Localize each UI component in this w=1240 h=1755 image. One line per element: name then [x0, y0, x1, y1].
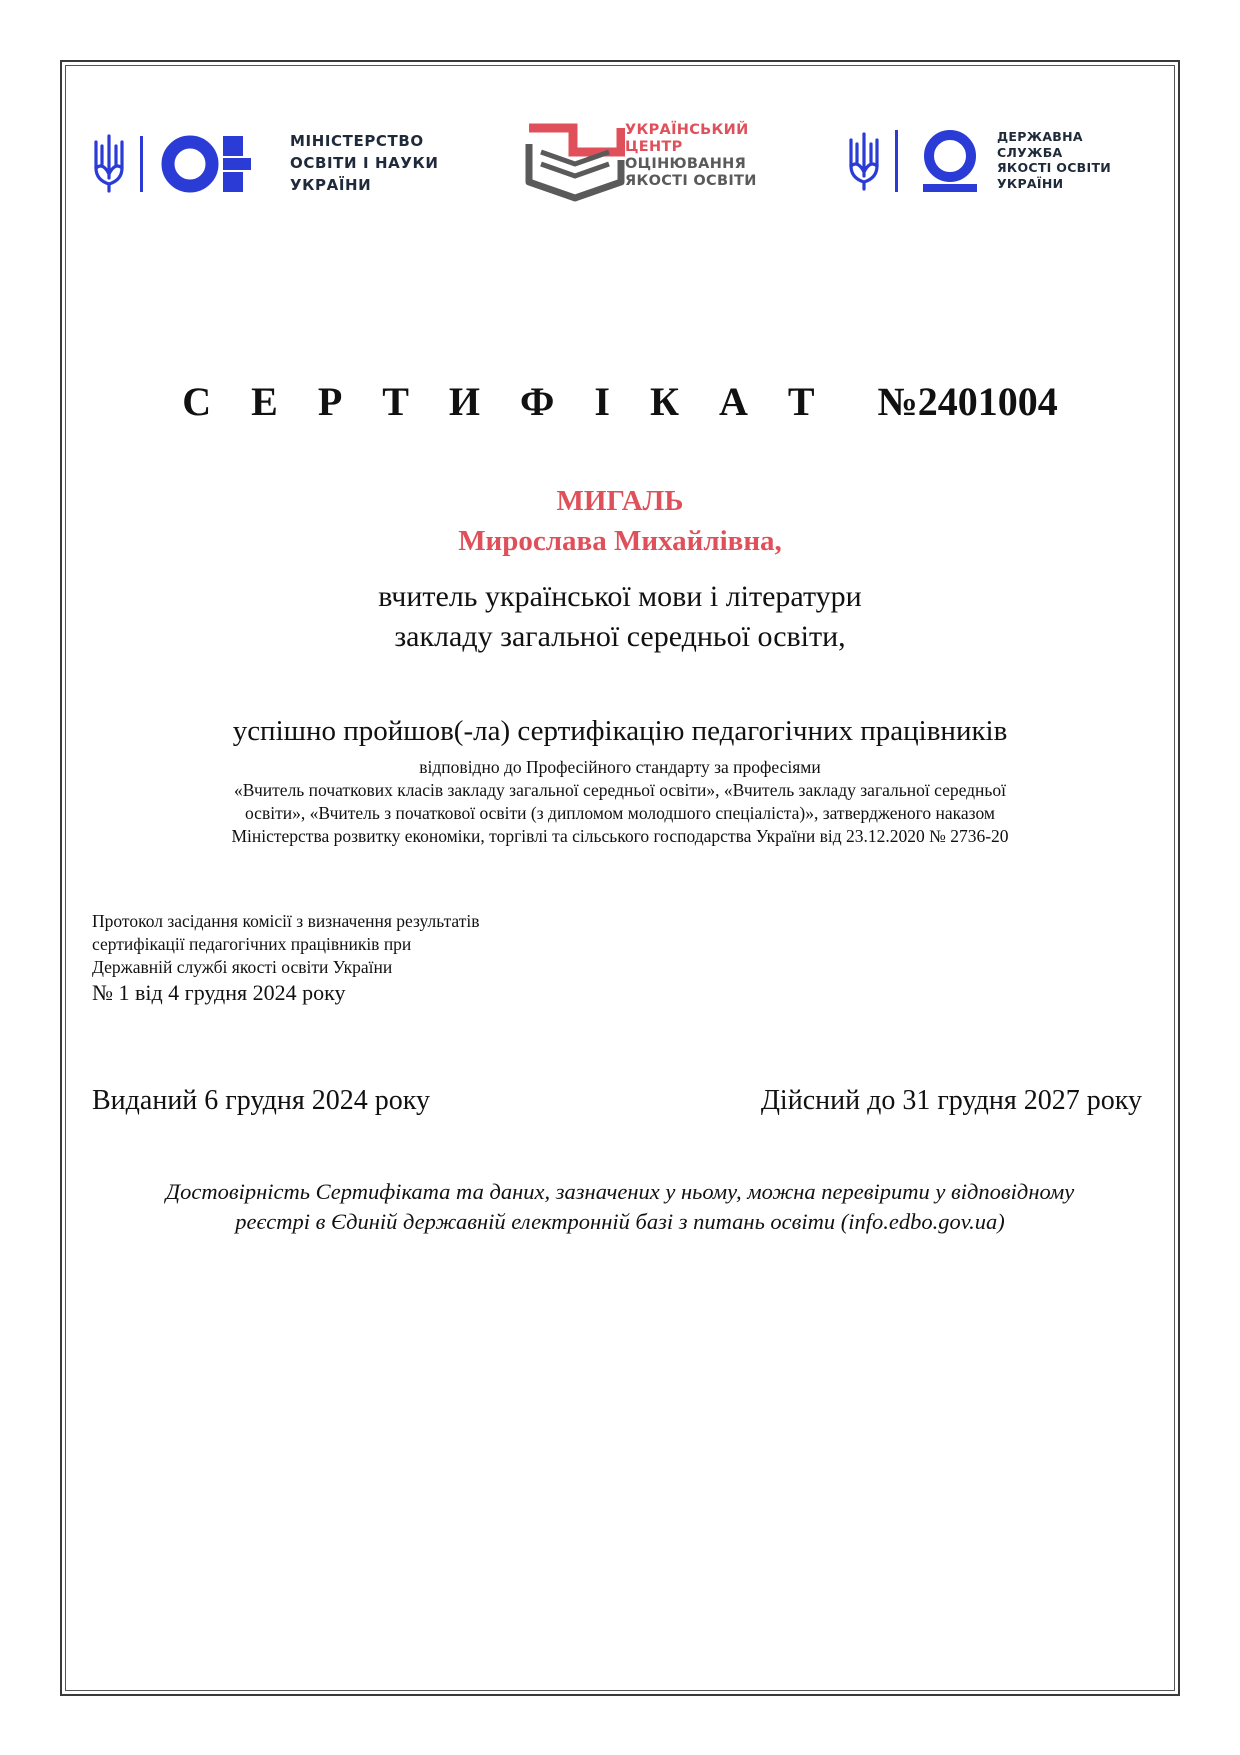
standard-line: освіти», «Вчитель з початкової освіти (з дипломом молодшого спеціаліста)», затвердженого наказом: [245, 803, 995, 823]
holder-position: вчитель української мови і літератури: [378, 580, 862, 613]
ministry-emblem-icon: [90, 128, 270, 198]
state-service-logo-line: УКРАЇНИ: [997, 175, 1064, 191]
verification-line: реєстрі в Єдиній державній електронній базі з питань освіти (info.edbo.gov.ua): [235, 1209, 1005, 1234]
ucoyo-logo-text: [625, 122, 757, 190]
ucoyo-logo-line: ЯКОСТІ ОСВІТИ: [625, 173, 757, 189]
certificate-title-word: С Е Р Т И Ф І К А Т: [182, 379, 830, 424]
state-service-logo-line: СЛУЖБА: [997, 144, 1063, 160]
protocol-block: [92, 910, 692, 1007]
ministry-logo: [90, 128, 450, 198]
open-book-icon: [525, 122, 625, 202]
state-service-emblem-icon: [845, 126, 990, 196]
ministry-logo-line: МІНІСТЕРСТВО: [290, 132, 424, 150]
valid-until-date: Дійсний до 31 грудня 2027 року: [760, 1085, 1142, 1116]
ucoyo-logo-line: ЦЕНТР: [625, 139, 683, 155]
issue-date: Виданий 6 грудня 2024 року: [92, 1085, 430, 1116]
standard-line: Міністерства розвитку економіки, торгівлі та сільського господарства України від 23.12.2020 № 2736-20: [231, 826, 1009, 846]
holder-surname: МИГАЛЬ: [556, 485, 684, 517]
ucoyo-logo-line: УКРАЇНСЬКИЙ: [625, 122, 749, 138]
holder-institution: закладу загальної середньої освіти,: [394, 620, 846, 653]
ministry-logo-text: [290, 130, 439, 196]
ministry-logo-line: УКРАЇНИ: [290, 176, 372, 194]
certificate-number: №2401004: [877, 379, 1058, 424]
certificate-title: [0, 378, 1240, 425]
certificate-border-inner: [65, 65, 1175, 1691]
standard-line: «Вчитель початкових класів закладу загальної середньої освіти», «Вчитель закладу загальної середньої: [234, 780, 1006, 800]
ministry-logo-line: ОСВІТИ І НАУКИ: [290, 154, 439, 172]
standard-line: відповідно до Професійного стандарту за професіями: [419, 757, 821, 777]
verification-note: [90, 1177, 1150, 1237]
protocol-line: сертифікації педагогічних працівників при: [92, 934, 412, 954]
state-service-logo-text: [997, 129, 1111, 191]
verification-line: Достовірність Сертифіката та даних, зазначених у ньому, можна перевірити у відповідному: [165, 1179, 1075, 1204]
protocol-number: № 1 від 4 грудня 2024 року: [92, 980, 346, 1005]
standard-reference: [140, 756, 1100, 848]
ucoyo-logo: [525, 122, 755, 202]
success-statement: успішно пройшов(-ла) сертифікацію педагогічних працівників: [232, 715, 1008, 747]
protocol-line: Державній службі якості освіти України: [92, 957, 393, 977]
protocol-line: Протокол засідання комісії з визначення результатів: [92, 911, 480, 931]
state-service-logo-line: ДЕРЖАВНА: [997, 129, 1083, 144]
state-service-logo-line: ЯКОСТІ ОСВІТИ: [997, 160, 1112, 175]
ucoyo-logo-line: ОЦІНЮВАННЯ: [625, 156, 747, 172]
state-service-logo: [845, 126, 1112, 196]
holder-name: Мирослава Михайлівна,: [458, 525, 782, 557]
